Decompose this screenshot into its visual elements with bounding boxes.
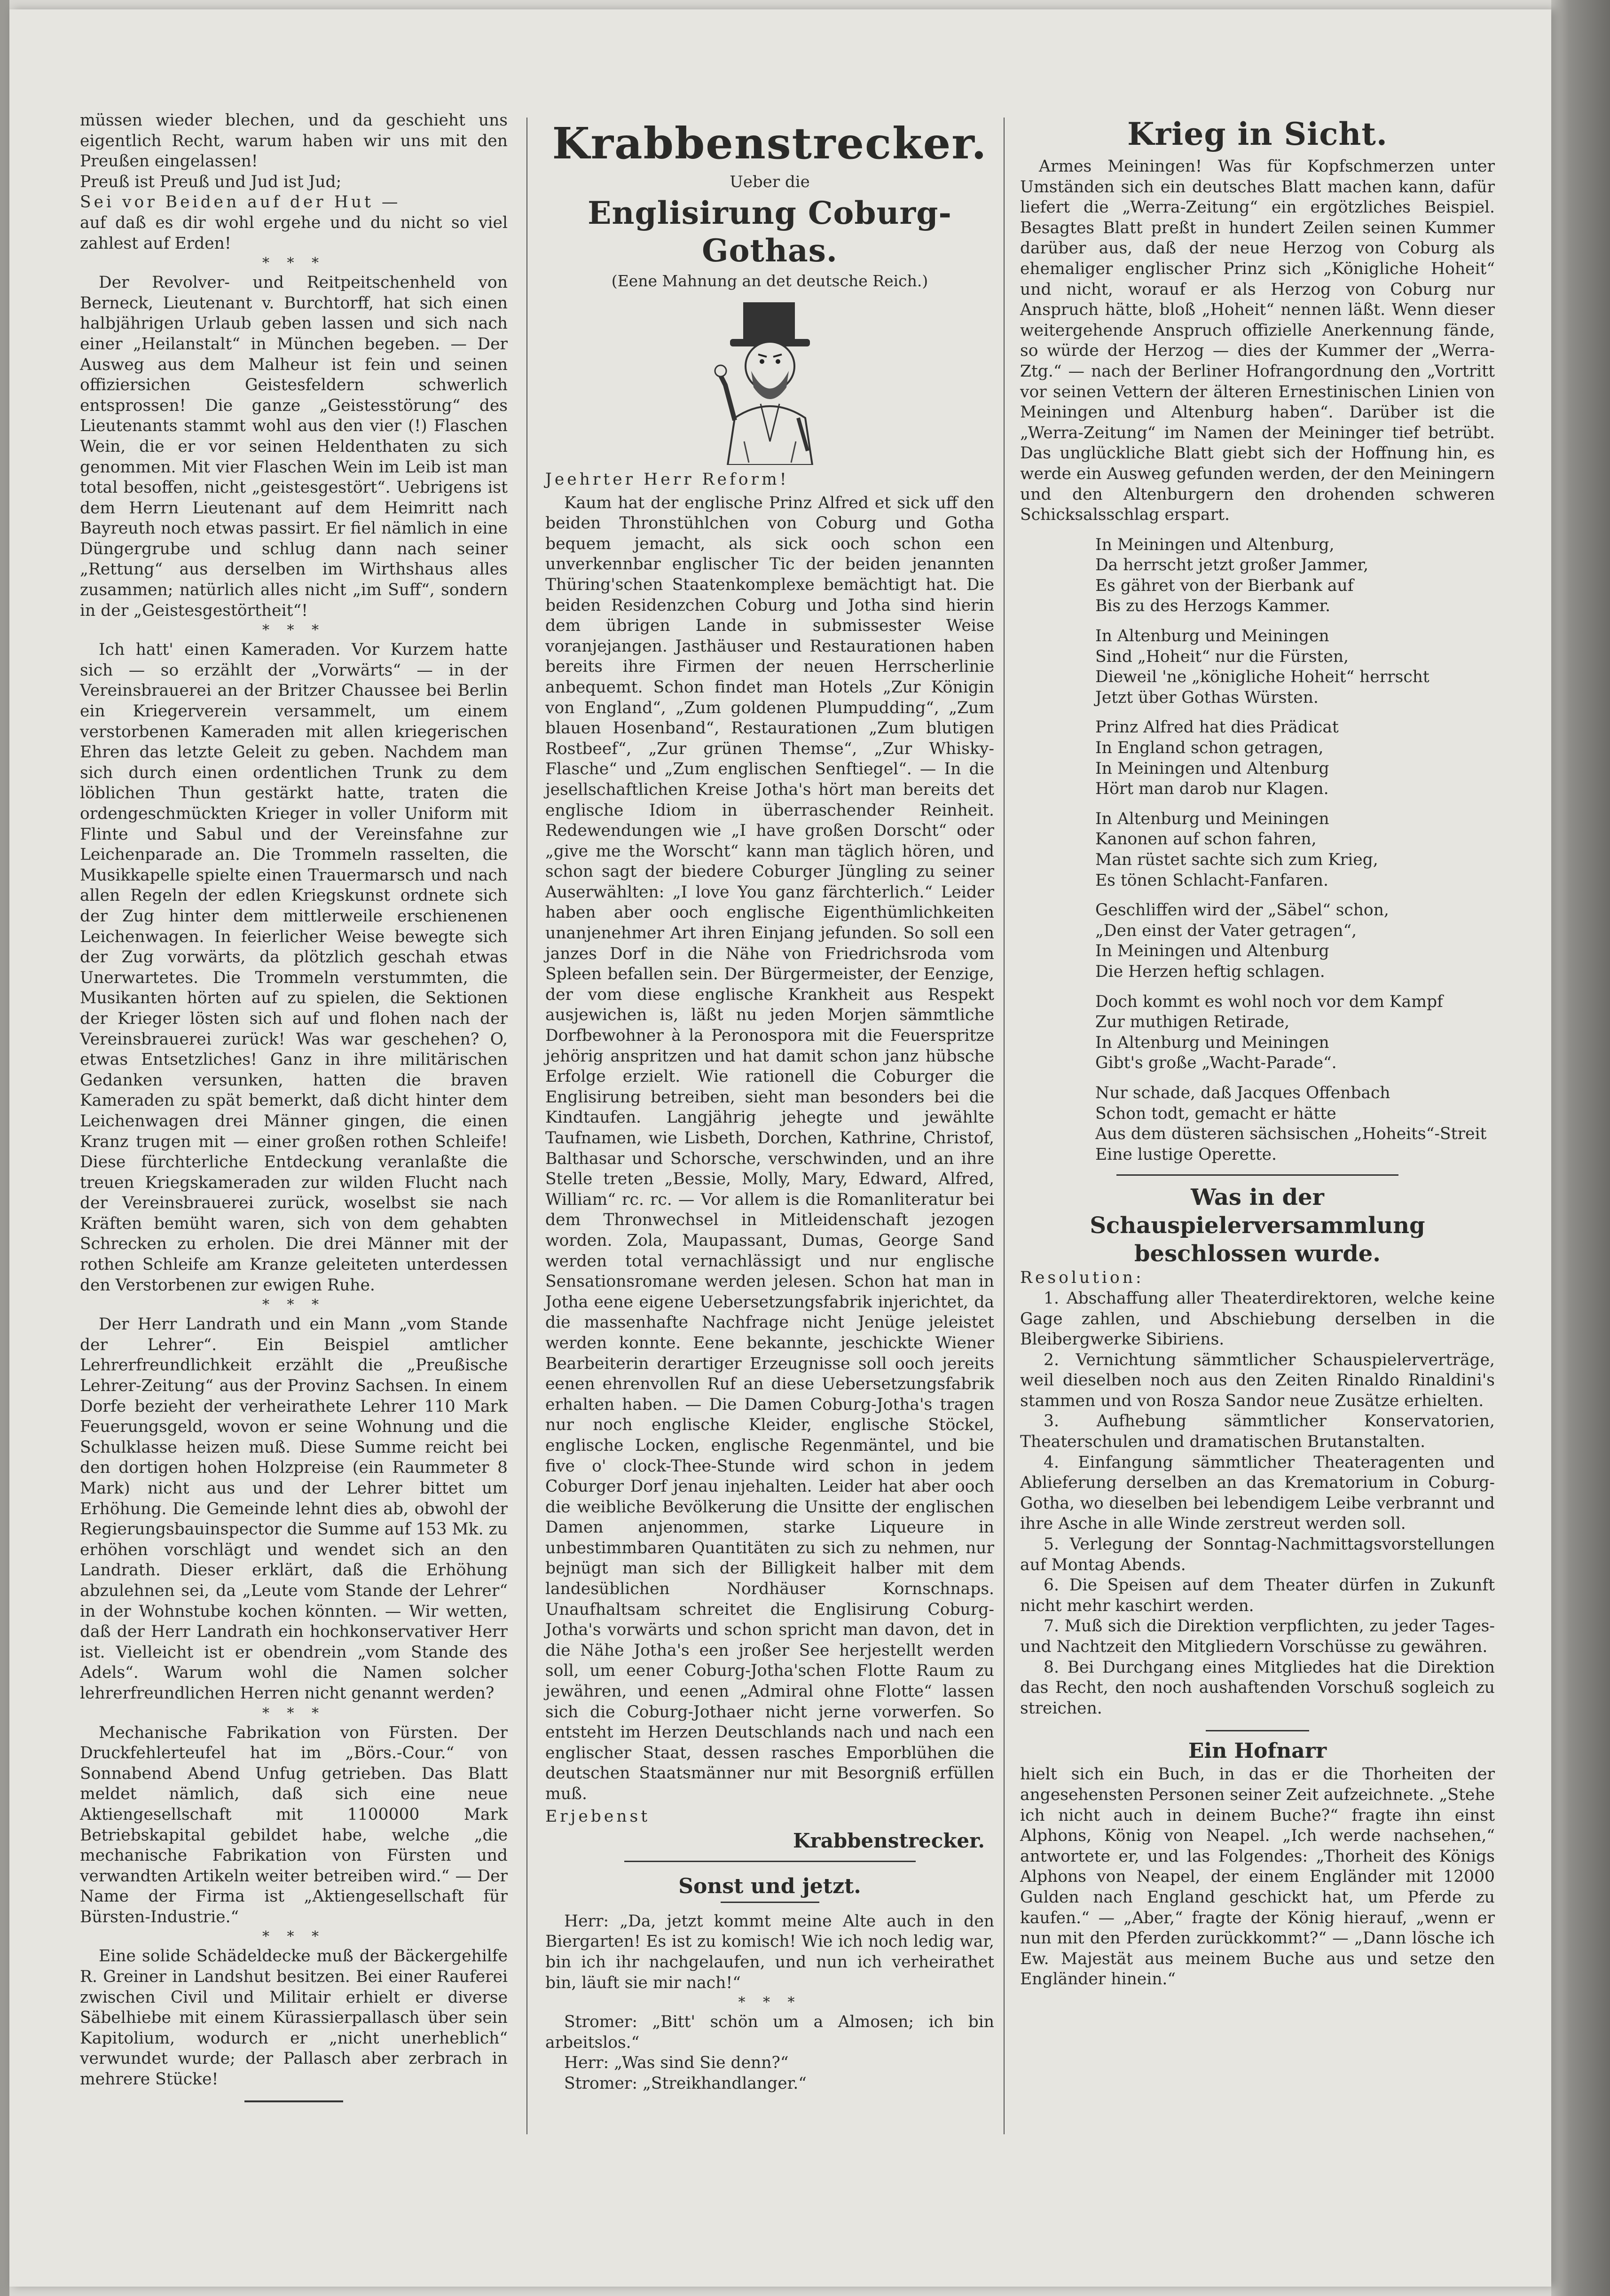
paragraph: Der Herr Landrath und ein Mann „vom Stande der Lehrer“. Ein Beispiel amtlicher Lehrerfreundlichkeit erzählt die „Preußische Lehrer-Zeitung“ aus der Provinz Sachsen. In einem Dorfe bezieht der verheirathete Lehrer 110 Mark Feuerungsgeld, wovon er seine Wohnung und die Schulklasse heizen muß. Diese Summe reicht bei den dortigen hohen Holzpreise (ein Raummeter 8 Mark) nicht aus und der Lehrer bittet um Erhöhung. Die Gemeinde lehnt dies ab, obwohl der Regierungsbauinspector die Summe auf 153 Mk. zu erhöhen vorschlägt und wendet sich an den Landrath. Dieser erklärt, daß die Erhöhung abzulehnen sei, da „Leute vom Stande der Lehrer“ in der Wohnstube kochen könnten. — Wir wetten, daß der Herr Landrath ein hochkonservativer Herr ist. Vielleicht ist er obendrein „vom Stande des Adels“. Warum wohl die Namen solcher lehrerfreundlichen Herren nicht genannt werden?	[80, 1315, 508, 1703]
paragraph: Armes Meiningen! Was für Kopfschmerzen unter Umständen sich ein deutsches Blatt machen kann, dafür liefert die „Werra-Zeitung“ ein ergötzliches Beispiel. Besagtes Blatt preßt in hundert Zeilen seinen Kummer darüber aus, daß der neue Herzog von Coburg als ehemaliger englischer Prinz sich „Königliche Hoheit“ und nicht, worauf er als Herzog von Coburg nur Anspruch hätte, bloß „Hoheit“ nennen läßt. Wenn dieser weitergehende Anspruch offizielle Anerkennung fände, so würde der Herzog — dies der Kummer der „Werra-Ztg.“ — nach der Berliner Hofrangordnung den „Vortritt vor seinen Vettern der älteren Ernestinischen Linien von Meiningen und Altenburg haben“. Darüber ist die „Werra-Zeitung“ im Namen der Meininger tief betrübt. Das unglückliche Blatt giebt sich der Hoffnung hin, es werde ein Ausweg gefunden werden, der den Meiningern und den Altenburgern den drohenden schweren Schicksalsschlag erspart.	[1020, 157, 1495, 525]
verse-line: Preuß ist Preuß und Jud ist Jud;	[80, 172, 342, 191]
article-headline: Englisirung Coburg-Gothas.	[588, 195, 952, 269]
column-divider	[526, 118, 527, 2134]
column-right	[1020, 110, 1495, 1990]
verse-line: Es gähret von der Bierbank auf	[1095, 576, 1354, 595]
section-rule	[624, 1861, 916, 1862]
verse-line: In Altenburg und Meiningen	[1095, 1033, 1329, 1052]
paragraph: hielt sich ein Buch, in das er die Thorheiten der angesehensten Personen seiner Zeit aufzeichnete. „Stehe ich nicht auch in deinem Buche?“ fragte ihn einst Alphons, König von Neapel. „Ich werde nachsehen,“ antwortete er, und las Folgendes: „Thorheit des Königs Alphons von Neapel, der einem Engländer mit 12000 Gulden nach England geschickt hat, um Pferde zu kaufen.“ — „Aber,“ fragte der König hierauf, „wenn er nun mit den Pferden zurückkommt?“ — „Dann lösche ich Ew. Majestät aus meinem Buche aus und setze den Engländer hinein.“	[1020, 1765, 1495, 1989]
column-left	[80, 110, 508, 2113]
separator-stars: * * *	[262, 1297, 326, 1313]
verse-line: Eine lustige Operette.	[1095, 1145, 1277, 1164]
verse-line: In Meiningen und Altenburg	[1095, 759, 1329, 778]
paragraph: Der Revolver- und Reitpeitschenheld von Berneck, Lieutenant v. Burchtorff, hat sich einen halbjährigen Urlaub geben lassen und sich nach einer „Heilanstalt“ in München begeben. — Der Ausweg aus dem Malheur ist fein und seinen offiziersichen Geistesfeldern schwerlich entsprossen! Die ganze „Geistesstörung“ des Lieutenants stammt wohl aus den vier (!) Flaschen Wein, die er vor seinen Heldenthaten zu sich genommen. Mit vier Flaschen Wein im Leib ist man total besoffen, nicht „geistesgestört“. Uebrigens ist dem Herrn Lieutenant auf dem Heimritt nach Bayreuth noch etwas passirt. Er fiel nämlich in eine Düngergrube und schlug dann nach seiner „Rettung“ aus derselben im Wirthshaus alles zusammen; natürlich alles nicht „im Suff“, sondern in der „Geistesgestörtheit“!	[80, 273, 508, 620]
verse-line: In Altenburg und Meiningen	[1095, 627, 1329, 646]
poem	[1020, 535, 1495, 1165]
verse-line: Sei vor Beiden auf der Hut —	[80, 193, 401, 212]
section-title: Ein Hofnarr	[1188, 1739, 1327, 1763]
page-edge-right	[1551, 0, 1610, 2296]
verse-line: Kanonen auf schon fahren,	[1095, 830, 1317, 849]
verse-line: Man rüstet sachte sich zum Krieg,	[1095, 850, 1378, 869]
verse-line: Gibt's große „Wacht-Parade“.	[1095, 1054, 1337, 1073]
list-item: 4. Einfangung sämmtlicher Theateragenten und Ablieferung derselben an das Krematorium in Coburg-Gotha, wo dieselben bei lebendigem Leibe verbrannt und ihre Asche in alle Winde zerstreut werden soll.	[1020, 1453, 1495, 1533]
verse-line: Da herrscht jetzt großer Jammer,	[1095, 556, 1369, 575]
paragraph: Ich hatt' einen Kameraden. Vor Kurzem hatte sich — so erzählt der „Vorwärts“ — in der Vereinsbrauerei an der Britzer Chaussee bei Berlin ein Kriegerverein versammelt, um einem verstorbenen Kameraden mit allen kriegerischen Ehren das letzte Geleit zu geben. Nachdem man sich durch einen ordentlichen Trunk zu dem löblichen Thun gestärkt hatte, traten die ordengeschmückten Krieger in voller Uniform mit Flinte und Sabul und der Vereinsfahne zur Leichenparade an. Die Trommeln rasselten, die Musikkapelle spielte einen Trauermarsch und nach allen Regeln der edlen Kriegskunst ordnete sich der Zug hinter dem mittlerweile erschienenen Leichenwagen. In feierlicher Weise bewegte sich der Zug vorwärts, da plötzlich geschah etwas Unerwartetes. Die Trommeln verstummten, die Musikanten hörten auf zu spielen, die Sektionen der Krieger lösten sich auf und flohen nach der Vereinsbrauerei zurück! Was war geschehen? O, etwas Entsetzliches! Ganz in ihre militärischen Gedanken versunken, hatten die braven Kameraden zu spät bemerkt, daß dicht hinter dem Leichenwagen drei Männer gingen, die einen Kranz trugen mit — einer großen rothen Schleife! Diese fürchterliche Entdeckung veranlaßte die treuen Kriegskameraden zur wilden Flucht nach der Vereinsbrauerei zurück, woselbst sie nach Kräften bemüht waren, sich von dem gehabten Schrecken zu erholen. Die drei Männer mit der rothen Schleife am Kranze geleiteten unterdessen den Verstorbenen zur ewigen Ruhe.	[80, 640, 508, 1295]
list-item: 5. Verlegung der Sonntag-Nachmittagsvorstellungen auf Montag Abends.	[1020, 1535, 1495, 1574]
stanza	[1020, 717, 1495, 799]
caricature-illustration	[707, 300, 833, 465]
stanza	[1020, 900, 1495, 982]
verse-line: „Den einst der Vater getragen“,	[1095, 921, 1357, 940]
section-rule	[1116, 1174, 1398, 1176]
verse-line: Prinz Alfred hat dies Prädicat	[1095, 718, 1339, 737]
separator-stars: * * *	[262, 255, 326, 272]
verse-line: Jetzt über Gothas Würsten.	[1095, 688, 1319, 707]
verse-line: Bis zu des Herzogs Kammer.	[1095, 597, 1331, 616]
paragraph: Kaum hat der englische Prinz Alfred et sick uff den beiden Thronstühlchen von Coburg und Gotha bequem jemacht, als sick ooch schon een unverkennbar englischer Tic der beiden jenannten Thüring'schen Staatenkomplexe bemächtigt hat. Die beiden Residenzchen Coburg und Jotha sind hierin dem übrigen Lande in submissester Weise voranjejangen. Jasthäuser und Restaurationen haben bereits ihre Firmen der neuen Herrscherlinie anbequemt. Schon findet man Hotels „Zur Königin von England“, „Zum goldenen Plumpudding“, „Zum blauen Hosenband“, Restaurationen „Zum blutigen Rostbeef“, „Zur grünen Themse“, „Zur Whisky-Flasche“ und „Zum englischen Senftiegel“. — In die jesellschaftlichen Kreise Jotha's hört man bereits det englische Idiom in überraschender Reinheit. Redewendungen wie „I have großen Dorscht“ oder „give me the Worscht“ kann man täglich hören, und schon sagt der biedere Coburger Jüngling zu seiner Auserwählten: „I love You ganz färchterlich.“ Leider haben aber ooch englische Eigenthümlichkeiten unanjenehmer Art ihren Einjang jefunden. So soll een janzes Dorf in die Nähe von Friedrichsroda vom Spleen befallen sein. Der Bürgermeister, der Eenzige, der vom diese englische Krankheit aus Respekt ausjewichen is, läßt nu jeden Morjen sämmtliche Dorfbewohner à la Peronospora mit die Feuerspritze jehörig anspritzen und hat damit schon janz hübsche Erfolge erzielt. Wie rationell die Coburger die Englisirung betreiben, sieht man besonders bei die Kindtaufen. Langjährig jehegte und jewählte Taufnamen, wie Lisbeth, Dorchen, Kathrine, Christof, Balthasar und Schorsche, verschwinden, und an ihre Stelle treten „Bessie, Molly, Mary, Edward, Alfred, William“ rc. rc. — Vor allem is die Romanliteratur bei dem Thronwechsel in Mitleidenschaft jezogen worden. Zola, Maupassant, Dumas, George Sand werden total vernachlässigt und nur englische Sensationsromane werden jelesen. Schon hat man in Jotha eene eigene Uebersetzungsfabrik injerichtet, da die massenhafte Nachfrage nicht Jenüge jeleistet werden konnte. Eene bekannte, jeschickte Wiener Bearbeiterin derartiger Erzeugnisse soll ooch jereits eenen ehrenvollen Ruf an diese Uebersetzungsfabrik erhalten haben. — Die Damen Coburg-Jotha's tragen nur noch englische Kleider, englische Stöckel, englische Locken, englische Regenmäntel, und bie five o' clock-Thee-Stunde wird schon in jedem Coburger Dorf jenau injehalten. Leider hat aber ooch die weibliche Bevölkerung die Unsitte der englischen Damen anjenommen, starke Liqueure in unbestimmbaren Quantitäten zu sich zu nehmen, nur bejnügt man sich der Billigkeit halber mit dem landesüblichen Nordhäuser Kornschnaps. Unaufhaltsam schreitet die Englisirung Coburg-Jotha's vorwärts und schon spricht man davon, det in die Nähe Jotha's een jroßer See herjestellt werden soll, um eener Coburg-Jotha'schen Flotte Raum zu jewähren, und eenen „Admiral ohne Flotte“ lassen sich die Coburg-Jothaer nicht jerne vorwerfen. So entsteht im Herzen Deutschlands nach und nach een englischer Staat, dessen rasches Emporblühen die deutschen Staatsmänner nur mit Besorgniß erfüllen muß.	[545, 493, 994, 1803]
verse-line: Schon todt, gemacht er hätte	[1095, 1104, 1336, 1123]
newspaper-page	[9, 9, 1551, 2287]
separator-stars: * * *	[262, 1928, 326, 1945]
column-divider	[1004, 118, 1005, 2134]
separator-stars: * * *	[738, 1994, 801, 2011]
resolution-list	[1020, 1289, 1495, 1719]
paragraph: Mechanische Fabrikation von Fürsten. Der Druckfehlerteufel hat im „Börs.-Cour.“ von Sonnabend Abend Unfug getrieben. Das Blatt meldet nämlich, daß sich eine neue Aktiengesellschaft mit 1100000 Mark Betriebskapital gebildet habe, welche „die mechanische Fabrikation von Fürsten und verwandten Artikeln weiter betreiben wird.“ — Der Name der Firma ist „Aktiengesellschaft für Bürsten-Industrie.“	[80, 1723, 508, 1926]
paragraph: müssen wieder blechen, und da geschieht uns eigentlich Recht, warum haben wir uns mit den Preußen eingelassen!	[80, 111, 508, 171]
paragraph: auf daß es dir wohl ergehe und du nicht so viel zahlest auf Erden!	[80, 213, 508, 253]
separator-stars: * * *	[262, 1705, 326, 1722]
stanza	[1020, 535, 1495, 617]
signature: Krabbenstrecker.	[793, 1829, 985, 1853]
stanza	[1020, 1083, 1495, 1165]
verse-line: Es tönen Schlacht-Fanfaren.	[1095, 871, 1328, 890]
verse-line: Aus dem düsteren sächsischen „Hoheits“-Streit	[1095, 1124, 1487, 1144]
verse-line: Dieweil 'ne „königliche Hoheit“ herrscht	[1095, 668, 1429, 687]
verse-line: Die Herzen heftig schlagen.	[1095, 962, 1325, 981]
verse-line: Nur schade, daß Jacques Offenbach	[1095, 1083, 1390, 1102]
verse-line: Sind „Hoheit“ nur die Fürsten,	[1095, 647, 1349, 666]
paragraph: Eine solide Schädeldecke muß der Bäckergehilfe R. Greiner in Landshut besitzen. Bei einer Rauferei zwischen Civil und Militair erhielt er diverse Säbelhiebe mit einem Kürassierpallasch über sein Kapitolium, wodurch er „nicht unerheblich“ verwundet wurde; der Pallasch aber zerbrach in mehrere Stücke!	[80, 1947, 508, 2089]
article-note: (Eene Mahnung an det deutsche Reich.)	[611, 272, 928, 290]
stanza	[1020, 809, 1495, 891]
dialogue-line: Stromer: „Streikhandlanger.“	[564, 2074, 807, 2093]
separator-stars: * * *	[262, 622, 326, 639]
list-item: 1. Abschaffung aller Theaterdirektoren, welche keine Gage zahlen, und Abschiebung derselben in die Bleibergwerke Sibiriens.	[1020, 1289, 1495, 1349]
list-item: 2. Vernichtung sämmtlicher Schauspielerverträge, weil dieselben noch aus den Zeiten Rinaldo Rinaldini's stammen und von Rosza Sandor neue Zusätze erhielten.	[1020, 1350, 1495, 1410]
stanza	[1020, 626, 1495, 708]
list-item: 3. Aufhebung sämmtlicher Konservatorien, Theaterschulen und dramatischen Brutanstalten.	[1020, 1412, 1495, 1452]
dialogue-line: Herr: „Was sind Sie denn?“	[564, 2053, 789, 2073]
dialogue-line: Stromer: „Bitt' schön um a Almosen; ich bin arbeitslos.“	[545, 2013, 994, 2052]
stanza	[1020, 992, 1495, 1074]
article-title: Krabbenstrecker.	[552, 118, 988, 169]
end-rule	[244, 2100, 343, 2102]
article-subtitle: Ueber die	[730, 173, 810, 191]
list-item: 6. Die Speisen auf dem Theater dürfen in Zukunft nicht mehr kaschirt werden.	[1020, 1576, 1495, 1615]
verse-line: Hört man darob nur Klagen.	[1095, 779, 1329, 799]
verse-line: Geschliffen wird der „Säbel“ schon,	[1095, 901, 1389, 920]
paragraph: Herr: „Da, jetzt kommt meine Alte auch in den Biergarten! Es ist zu komisch! Wie ich noch ledig war, bin ich ihr nachgelaufen, und nun ich verheirathet bin, läuft sie mir nach!“	[545, 1911, 994, 1992]
verse-line: In Meiningen und Altenburg,	[1095, 535, 1335, 554]
resolution-label: Resolution:	[1020, 1268, 1144, 1288]
verse-line: In Altenburg und Meiningen	[1095, 809, 1329, 828]
verse-line: Doch kommt es wohl noch vor dem Kampf	[1095, 992, 1443, 1011]
section-title: Sonst und jetzt.	[678, 1874, 861, 1898]
column-middle	[545, 110, 994, 2094]
section-title: Was in der Schauspielerversammlung	[1090, 1184, 1425, 1239]
closing: Erjebenst	[545, 1807, 651, 1826]
verse-line: Zur muthigen Retirade,	[1095, 1013, 1290, 1032]
page-edge-left	[0, 0, 9, 2296]
list-item: 8. Bei Durchgang eines Mitgliedes hat die Direktion das Recht, den noch aushaftenden Vorschuß sogleich zu streichen.	[1020, 1658, 1495, 1718]
title-underline	[721, 1902, 819, 1903]
section-rule	[1206, 1730, 1309, 1731]
list-item: 7. Muß sich die Direktion verpflichten, zu jeder Tages- und Nachtzeit den Mitgliedern Vorschüsse zu gewähren.	[1020, 1617, 1495, 1656]
section-title-line2: beschlossen wurde.	[1134, 1241, 1381, 1267]
verse-line: In Meiningen und Altenburg	[1095, 942, 1329, 961]
salutation: Jeehrter Herr Reform!	[545, 470, 789, 489]
article-title: Krieg in Sicht.	[1127, 116, 1388, 152]
verse-line: In England schon getragen,	[1095, 739, 1324, 758]
